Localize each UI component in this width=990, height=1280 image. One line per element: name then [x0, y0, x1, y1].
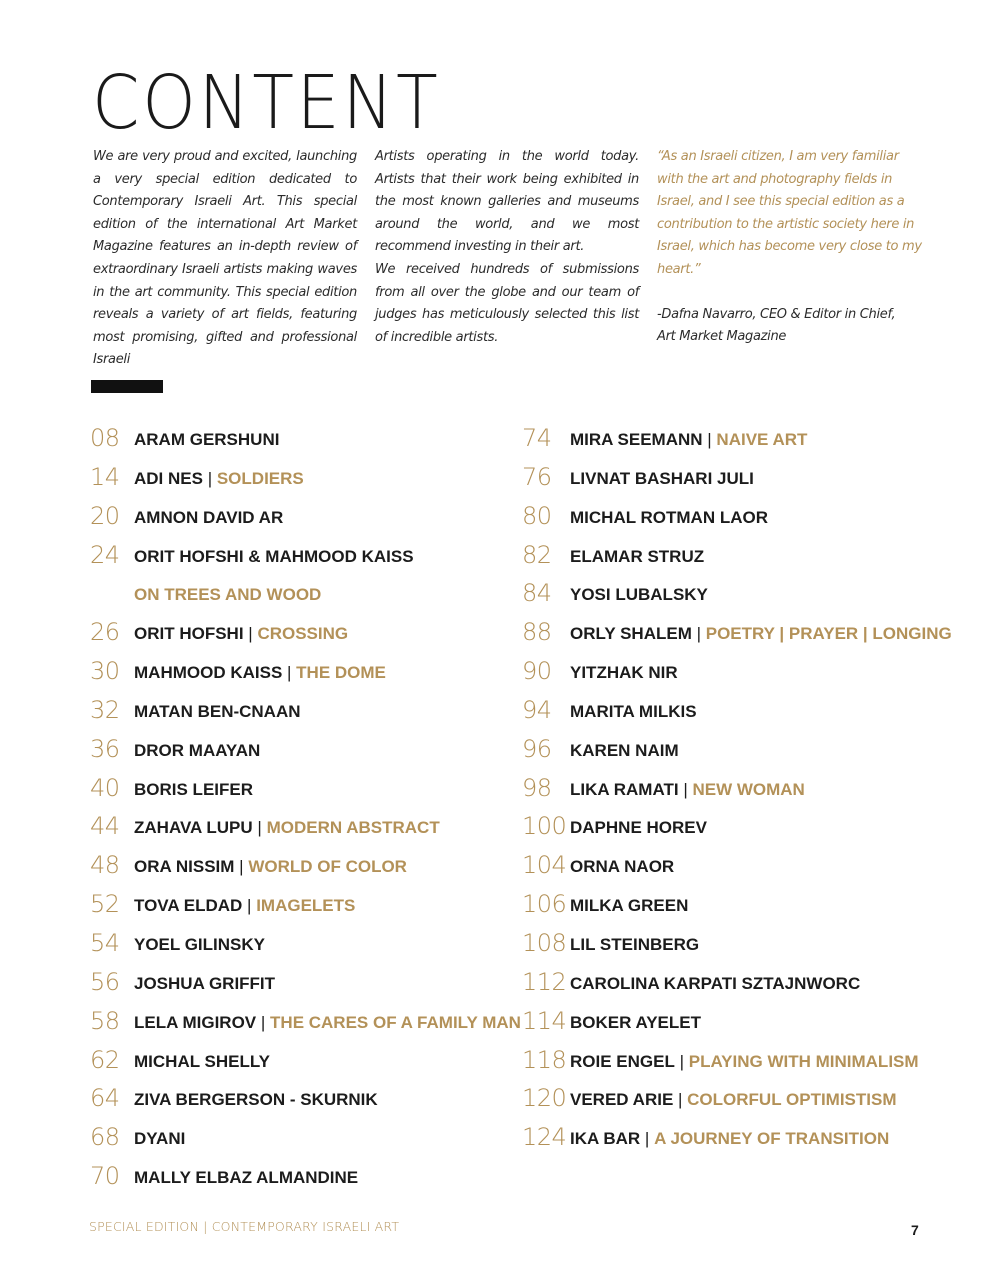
toc-separator: | — [282, 663, 297, 683]
toc-entry-title — [570, 1130, 889, 1147]
toc-series-title: NEW WOMAN — [692, 779, 805, 799]
toc-page-number: 80 — [522, 501, 552, 530]
toc-series-title: A JOURNEY OF TRANSITION — [654, 1129, 890, 1149]
toc-artist-name: MICHAL ROTMAN LAOR — [570, 507, 768, 527]
toc-page-number: 98 — [522, 773, 552, 802]
toc-entry-title — [134, 897, 355, 914]
toc-entry-title — [134, 819, 440, 836]
footer-label: SPECIAL EDITION | CONTEMPORARY ISRAELI ART — [89, 1219, 400, 1234]
toc-artist-name: ROIE ENGEL — [570, 1051, 675, 1071]
toc-entry-title — [570, 819, 707, 836]
toc-page-number: 70 — [90, 1162, 120, 1191]
toc-page-number: 54 — [90, 928, 120, 957]
toc-artist-name: MICHAL SHELLY — [134, 1051, 271, 1071]
toc-entry-title — [570, 470, 754, 487]
toc-artist-name: YOEL GILINSKY — [134, 934, 265, 954]
toc-entry-title — [570, 509, 768, 526]
toc-page-number: 58 — [90, 1006, 120, 1035]
toc-artist-name: BORIS LEIFER — [134, 779, 254, 799]
toc-separator: | — [640, 1129, 655, 1149]
toc-artist-name: AMNON DAVID AR — [134, 507, 284, 527]
toc-page-number: 30 — [90, 657, 120, 686]
toc-series-title: CROSSING — [257, 624, 349, 644]
toc-page-number: 90 — [522, 657, 552, 686]
toc-page-number: 76 — [522, 462, 552, 491]
toc-page-number: 94 — [522, 695, 552, 724]
toc-artist-name: VERED ARIE — [570, 1090, 674, 1110]
toc-page-number: 88 — [522, 618, 552, 647]
toc-artist-name: DROR MAAYAN — [134, 740, 261, 760]
toc-page-number: 26 — [90, 618, 120, 647]
toc-entry-title — [134, 742, 260, 759]
toc-artist-name: ORA NISSIM — [134, 857, 235, 877]
toc-separator: | — [252, 818, 267, 838]
toc-entry-title — [570, 858, 674, 875]
toc-entry-title — [570, 1014, 701, 1031]
signature-line: -Dafna Navarro, CEO & Editor in Chief, — [657, 306, 896, 322]
toc-page-number: 20 — [90, 501, 120, 530]
toc-page-number: 56 — [90, 967, 120, 996]
toc-entry-title — [570, 1053, 919, 1070]
toc-page-number: 14 — [90, 462, 120, 491]
toc-series-title: WORLD OF COLOR — [248, 857, 407, 877]
toc-artist-name: ELAMAR STRUZ — [570, 546, 705, 566]
toc-page-number: 114 — [522, 1006, 567, 1035]
toc-artist-name: ARAM GERSHUNI — [134, 430, 280, 449]
toc-artist-name: JOSHUA GRIFFIT — [134, 973, 276, 993]
toc-page-number: 118 — [522, 1045, 567, 1074]
toc-entry-title — [134, 509, 283, 526]
toc-page-number: 106 — [522, 890, 567, 919]
toc-entry-title — [570, 586, 708, 603]
toc-entry-title — [570, 936, 699, 953]
toc-page-number: 62 — [90, 1045, 120, 1074]
toc-artist-name: YOSI LUBALSKY — [570, 585, 708, 605]
toc-artist-name: ORLY SHALEM — [570, 624, 692, 644]
toc-artist-name: BOKER AYELET — [570, 1012, 701, 1032]
toc-artist-name: KAREN NAIM — [570, 740, 679, 760]
page-number: 7 — [911, 1222, 919, 1238]
toc-entry-title — [570, 664, 678, 681]
toc-entry-title — [570, 897, 688, 914]
toc-entry-title — [134, 548, 414, 565]
toc-entry-title — [570, 703, 697, 720]
toc-artist-name: MATAN BEN-CNAAN — [134, 701, 301, 721]
toc-artist-name: ORNA NAOR — [570, 857, 675, 877]
toc-page-number: 84 — [522, 579, 552, 608]
toc-entry-title — [134, 781, 253, 798]
toc-page-number: 48 — [90, 851, 120, 880]
toc-artist-name: ADI NES — [134, 468, 203, 488]
toc-entry-title — [134, 703, 301, 720]
intro-paragraph: We received hundreds of submissions from all over the globe and our team of judges has meticulously selected this list of incredible artists. — [375, 261, 639, 345]
toc-separator: | — [702, 430, 717, 449]
intro-paragraph: We are very proud and excited, launching a very special edition dedicated to Contemporary Israeli Art. This special edition of the international Art Market Magazine features an in-depth review of extraordinary Israeli artists making waves in the art community. This special edition reveals a variety of art fields, featuring most promising, gifted and professional Israeli — [93, 149, 357, 368]
toc-separator: | — [673, 1090, 688, 1110]
toc-entry-title — [134, 1169, 358, 1186]
toc-page-number: 40 — [90, 773, 120, 802]
quote-text: “As an Israeli citizen, I am very familiar with the art and photography fields in Israel, and I see this special edition as a contribution to the artistic society here in Israel, which has become very close to my heart.” — [657, 149, 922, 277]
toc-page-number: 32 — [90, 695, 120, 724]
toc-artist-name: ORIT HOFSHI — [134, 624, 244, 644]
section-divider-bar — [91, 380, 163, 393]
toc-artist-name: TOVA ELDAD — [134, 896, 243, 916]
toc-page-number: 124 — [522, 1123, 567, 1152]
toc-separator: | — [256, 1012, 271, 1032]
toc-separator: | — [242, 896, 257, 916]
toc-entry-title — [134, 1014, 521, 1031]
toc-series-title: NAIVE ART — [716, 430, 808, 449]
toc-page-number: 108 — [522, 928, 567, 957]
toc-entry-title — [570, 431, 807, 448]
toc-series-title: POETRY | PRAYER | LONGING — [705, 624, 952, 644]
toc-page-number: 120 — [522, 1084, 567, 1113]
intro-paragraph: Artists operating in the world today. Artists that their work being exhibited in the most known galleries and museums around the world, and we most recommend investing in their art. — [375, 149, 639, 255]
toc-artist-name: ZIVA BERGERSON - SKURNIK — [134, 1090, 378, 1110]
toc-separator: | — [674, 1051, 689, 1071]
toc-entry-title — [134, 1130, 185, 1147]
toc-entry-title — [134, 1091, 378, 1108]
toc-separator: | — [678, 779, 693, 799]
toc-series-title: THE DOME — [296, 663, 386, 683]
toc-series-title: ON TREES AND WOOD — [134, 585, 322, 605]
toc-entry-title — [134, 431, 279, 448]
quote-signature — [657, 304, 922, 349]
toc-page-number: 104 — [522, 851, 567, 880]
toc-page-number: 24 — [90, 540, 120, 569]
toc-series-title: MODERN ABSTRACT — [266, 818, 440, 838]
toc-entry-title — [134, 625, 348, 642]
toc-page-number: 112 — [522, 967, 567, 996]
toc-series-title: IMAGELETS — [256, 896, 356, 916]
toc-page-number: 100 — [522, 812, 567, 841]
toc-separator: | — [234, 857, 249, 877]
toc-entry-title — [570, 625, 952, 642]
editor-quote — [657, 146, 922, 349]
toc-series-title: PLAYING WITH MINIMALISM — [688, 1051, 919, 1071]
toc-artist-name: ORIT HOFSHI & MAHMOOD KAISS — [134, 546, 414, 566]
signature-line: Art Market Magazine — [657, 329, 787, 345]
toc-page-number: 82 — [522, 540, 552, 569]
toc-separator: | — [202, 468, 217, 488]
toc-separator: | — [243, 624, 258, 644]
toc-artist-name: IKA BAR — [570, 1129, 641, 1149]
toc-entry-title — [570, 742, 679, 759]
toc-series-title: COLORFUL OPTIMISTISM — [687, 1090, 897, 1110]
toc-artist-name: LIL STEINBERG — [570, 934, 700, 954]
toc-page-number: 96 — [522, 734, 552, 763]
toc-page-number: 64 — [90, 1084, 120, 1113]
toc-separator: | — [691, 624, 706, 644]
toc-entry-title — [570, 548, 704, 565]
toc-page-number: 52 — [90, 890, 120, 919]
toc-artist-name: MARITA MILKIS — [570, 701, 697, 721]
toc-entry-title — [134, 858, 407, 875]
toc-artist-name: LIKA RAMATI — [570, 779, 679, 799]
intro-column-left — [93, 146, 357, 372]
toc-entry-title — [570, 975, 860, 992]
toc-entry-title — [570, 1091, 897, 1108]
toc-entry-title — [570, 781, 805, 798]
toc-entry-title — [134, 470, 304, 487]
toc-artist-name: MIRA SEEMANN — [570, 430, 703, 449]
toc-entry-title — [134, 664, 386, 681]
intro-column-middle — [375, 146, 639, 349]
toc-artist-name: DAPHNE HOREV — [570, 818, 707, 838]
toc-entry-title — [134, 936, 265, 953]
toc-artist-name: LIVNAT BASHARI JULI — [570, 468, 754, 488]
toc-page-number: 36 — [90, 734, 120, 763]
toc-entry-title — [134, 586, 321, 603]
toc-page-number: 68 — [90, 1123, 120, 1152]
toc-artist-name: ZAHAVA LUPU — [134, 818, 253, 838]
toc-entry-title — [134, 1053, 270, 1070]
toc-page-number: 08 — [90, 424, 120, 452]
toc-series-title: SOLDIERS — [216, 468, 304, 488]
toc-artist-name: DYANI — [134, 1129, 186, 1149]
toc-artist-name: LELA MIGIROV — [134, 1012, 257, 1032]
toc-artist-name: MAHMOOD KAISS — [134, 663, 283, 683]
toc-artist-name: MILKA GREEN — [570, 896, 689, 916]
page-title: CONTENT — [92, 60, 441, 146]
toc-series-title: THE CARES OF A FAMILY MAN — [270, 1012, 521, 1032]
toc-artist-name: YITZHAK NIR — [570, 663, 678, 683]
toc-artist-name: MALLY ELBAZ ALMANDINE — [134, 1168, 359, 1188]
toc-entry-title — [134, 975, 275, 992]
toc-artist-name: CAROLINA KARPATI SZTAJNWORC — [570, 973, 861, 993]
toc-page-number: 44 — [90, 812, 120, 841]
toc-page-number: 74 — [522, 424, 552, 452]
